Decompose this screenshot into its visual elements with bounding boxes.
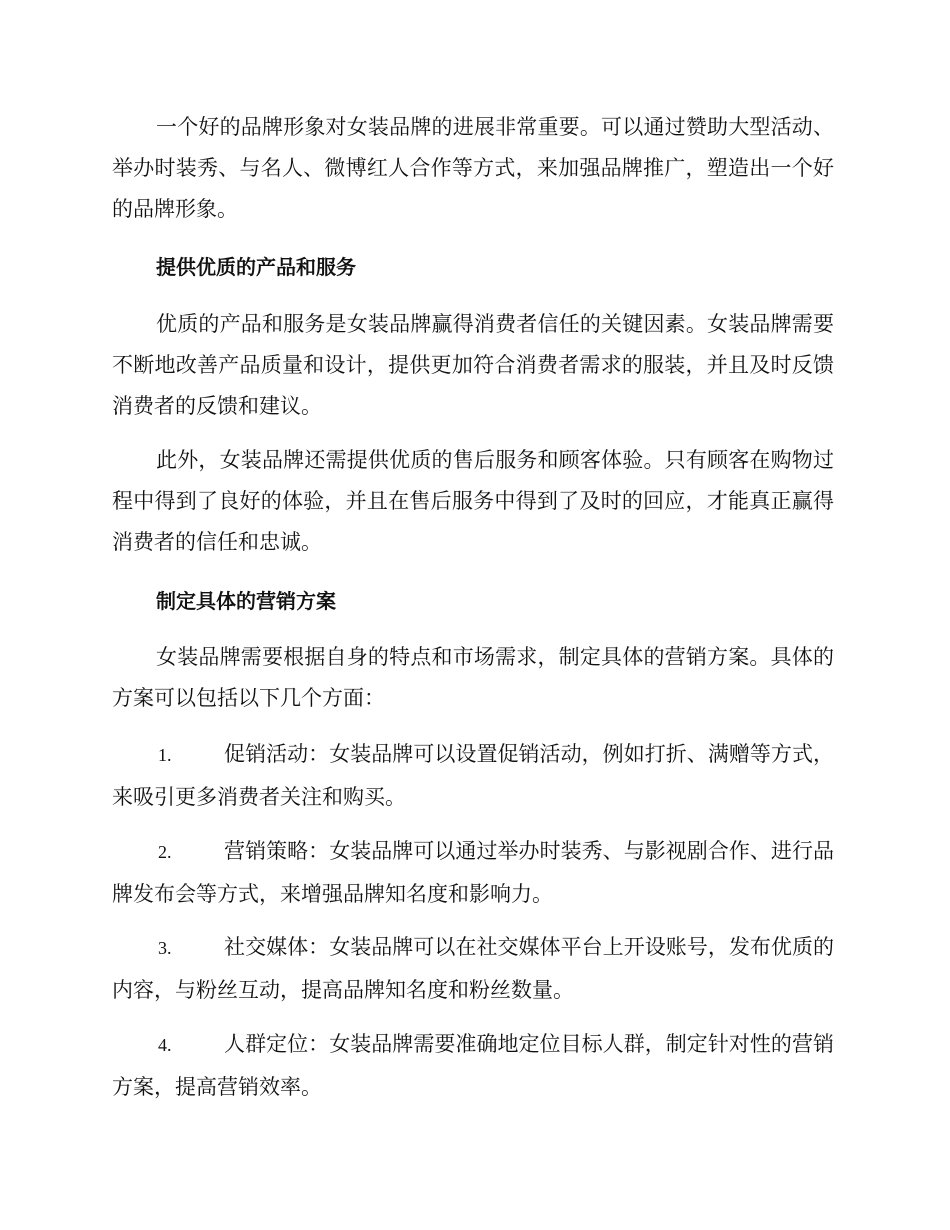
paragraph-brand-image: 一个好的品牌形象对女装品牌的进展非常重要。可以通过赞助大型活动、举办时装秀、与名人、微博红人合作等方式，来加强品牌推广，塑造出一个好的品牌形象。 — [112, 115, 834, 221]
list-item — [112, 733, 834, 818]
paragraph-after-sales: 此外，女装品牌还需提供优质的售后服务和顾客体验。只有顾客在购物过程中得到了良好的体验，并且在售后服务中得到了及时的回应，才能真正赢得消费者的信任和忠诚。 — [112, 448, 834, 554]
list-number: 2. — [158, 842, 172, 862]
list-text: 促销活动：女装品牌可以设置促销活动，例如打折、满赠等方式，来吸引更多消费者关注和购买。 — [112, 742, 834, 809]
list-text: 社交媒体：女装品牌可以在社交媒体平台上开设账号，发布优质的内容，与粉丝互动，提高品牌知名度和粉丝数量。 — [112, 935, 834, 1002]
list-number: 3. — [158, 938, 172, 958]
list-item — [112, 830, 834, 915]
list-number: 1. — [158, 745, 172, 765]
paragraph-marketing-plan: 女装品牌需要根据自身的特点和市场需求，制定具体的营销方案。具体的方案可以包括以下几个方面： — [112, 645, 834, 710]
section-heading-quality: 提供优质的产品和服务 — [156, 255, 356, 279]
list-number: 4. — [158, 1035, 172, 1055]
list-text: 营销策略：女装品牌可以通过举办时装秀、与影视剧合作、进行品牌发布会等方式，来增强品牌知名度和影响力。 — [112, 839, 834, 906]
list-item — [112, 1023, 834, 1108]
section-heading-marketing: 制定具体的营销方案 — [156, 589, 336, 613]
list-item — [112, 926, 834, 1011]
list-text: 人群定位：女装品牌需要准确地定位目标人群，制定针对性的营销方案，提高营销效率。 — [112, 1032, 834, 1099]
paragraph-quality-products: 优质的产品和服务是女装品牌赢得消费者信任的关键因素。女装品牌需要不断地改善产品质量和设计，提供更加符合消费者需求的服装，并且及时反馈消费者的反馈和建议。 — [112, 312, 834, 418]
